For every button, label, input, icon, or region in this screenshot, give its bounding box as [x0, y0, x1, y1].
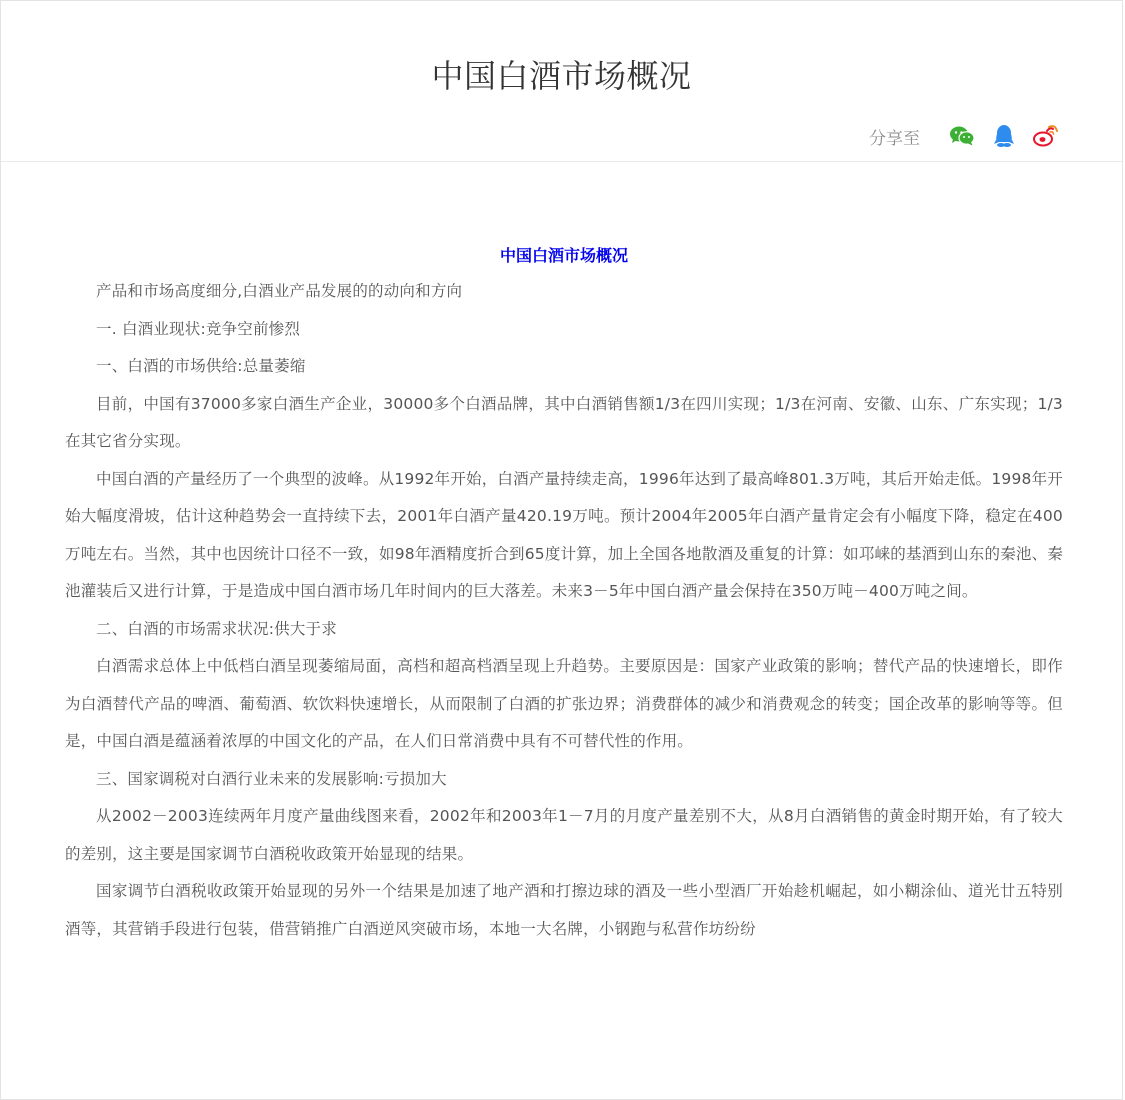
paragraph-supply: 目前，中国有37000多家白酒生产企业，30000多个白酒品牌，其中白酒销售额1/3在四川实现；1/3在河南、安徽、山东、广东实现；1/3在其它省分实现。	[65, 394, 1063, 450]
paragraph-intro: 产品和市场高度细分,白酒业产品发展的的动向和方向	[96, 282, 463, 300]
qq-icon[interactable]	[990, 122, 1018, 150]
share-bar	[869, 121, 1060, 151]
subheading-tax: 三、国家调税对白酒行业未来的发展影响:亏损加大	[96, 769, 447, 788]
paragraph-demand: 白酒需求总体上中低档白酒呈现萎缩局面，高档和超高档酒呈现上升趋势。主要原因是：国家产业政策的影响；替代产品的快速增长，即作为白酒替代产品的啤酒、葡萄酒、软饮料快速增长，从而限制了白酒的扩张边界；消费群体的减少和消费观念的转变；国企改革的影响等等。但是，中国白酒是蕴涵着浓厚的中国文化的产品，在人们日常消费中具有不可替代性的作用。	[65, 657, 1063, 750]
section-heading-1: 一. 白酒业现状:竞争空前惨烈	[96, 319, 301, 338]
paragraph-tax-effect: 国家调节白酒税收政策开始显现的另外一个结果是加速了地产酒和打擦边球的酒及一些小型酒厂开始趁机崛起，如小糊涂仙、道光廿五特别酒等，其营销手段进行包装，借营销推广白酒逆风突破市场，本地一大名牌，小钢跑与私营作坊纷纷	[65, 882, 1063, 938]
subheading-demand: 二、白酒的市场需求状况:供大于求	[96, 619, 337, 638]
article-content	[65, 241, 1063, 948]
article-title: 中国白酒市场概况	[499, 246, 628, 265]
weibo-icon[interactable]	[1032, 122, 1060, 150]
paragraph-tax: 从2002－2003连续两年月度产量曲线图来看，2002年和2003年1－7月的月度产量差别不大，从8月白酒销售的黄金时期开始，有了较大的差别，这主要是国家调节白酒税收政策开始显现的结果。	[65, 807, 1063, 863]
paragraph-production: 中国白酒的产量经历了一个典型的波峰。从1992年开始，白酒产量持续走高，1996年达到了最高峰801.3万吨，其后开始走低。1998年开始大幅度滑坡，估计这种趋势会一直持续下去，2001年白酒产量420.19万吨。预计2004年2005年白酒产量肯定会有小幅度下降，稳定在400万吨左右。当然，其中也因统计口径不一致，如98年酒精度折合到65度计算，加上全国各地散酒及重复的计算：如邛崃的基酒到山东的秦池、秦池灌装后又进行计算，于是造成中国白酒市场几年时间内的巨大落差。未来3－5年中国白酒产量会保持在350万吨－400万吨之间。	[65, 469, 1063, 600]
page-title: 中国白酒市场概况	[431, 57, 692, 95]
share-label: 分享至	[869, 128, 920, 149]
subheading-supply: 一、白酒的市场供给:总量萎缩	[96, 357, 306, 375]
wechat-icon[interactable]	[948, 122, 976, 150]
page-header	[1, 1, 1122, 162]
